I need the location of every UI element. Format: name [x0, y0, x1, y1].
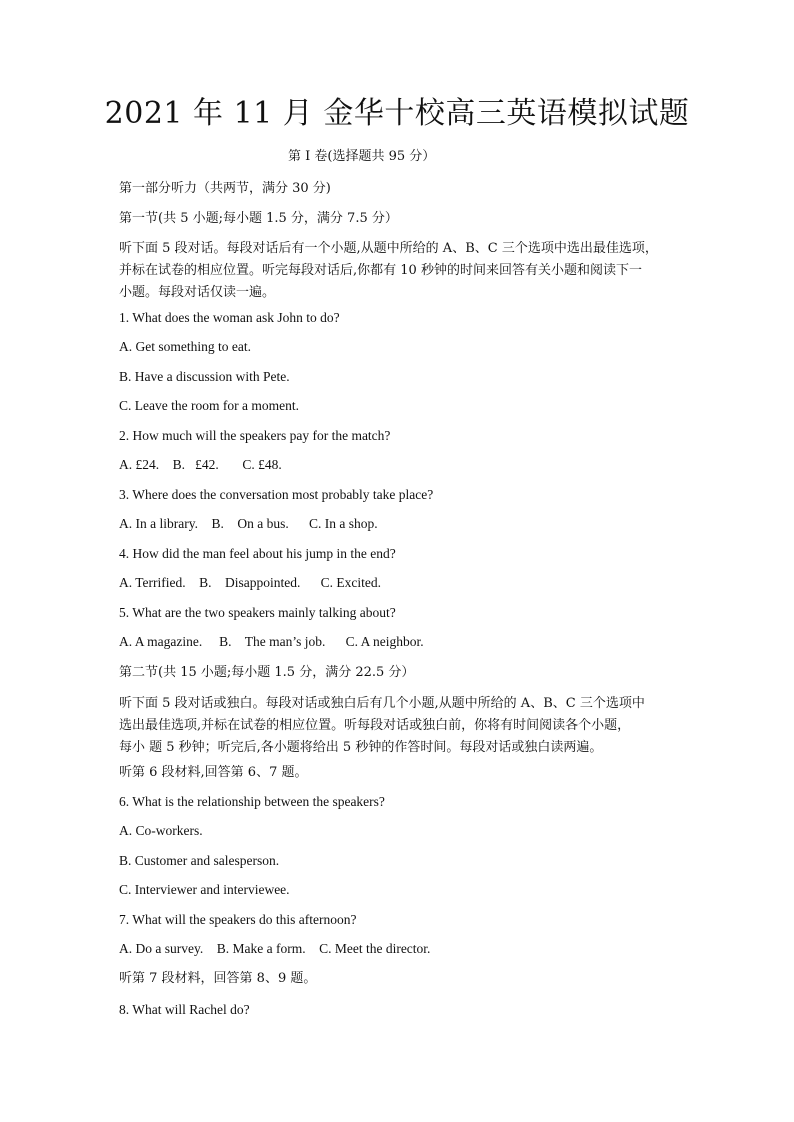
- page-title: 2021 年 11 月 金华十校高三英语模拟试题: [104, 96, 690, 131]
- section2-instructions: [119, 693, 679, 759]
- q1-option-a: A. Get something to eat.: [119, 339, 251, 354]
- part1-heading: 第一部分听力（共两节，满分 30 分): [119, 181, 331, 196]
- question-2: 2. How much will the speakers pay for the match?: [119, 428, 391, 443]
- q5-options: A. A magazine. B. The man’s job. C. A neighbor.: [119, 634, 424, 649]
- q6-option-b: B. Customer and salesperson.: [119, 853, 280, 868]
- question-4: 4. How did the man feel about his jump in the end?: [119, 546, 396, 561]
- instruction-line: 小题。每段对话仅读一遍。: [119, 285, 276, 300]
- material-7-heading: 听第 7 段材料，回答第 8、9 题。: [119, 971, 317, 986]
- q2-options: A. £24. B. £42. C. £48.: [119, 457, 282, 472]
- instruction-line: 每小 题 5 秒钟；听完后,各小题将给出 5 秒钟的作答时间。每段对话或独白读两遍。: [119, 740, 603, 755]
- section1-heading: 第一节(共 5 小题;每小题 1.5 分，满分 7.5 分）: [119, 211, 398, 226]
- question-8: 8. What will Rachel do?: [119, 1002, 250, 1017]
- question-3: 3. Where does the conversation most probably take place?: [119, 487, 434, 502]
- q6-option-c: C. Interviewer and interviewee.: [119, 882, 290, 897]
- question-5: 5. What are the two speakers mainly talking about?: [119, 605, 396, 620]
- q4-options: A. Terrified. B. Disappointed. C. Excited.: [119, 575, 382, 590]
- question-1: 1. What does the woman ask John to do?: [119, 310, 340, 325]
- q6-option-a: A. Co-workers.: [119, 823, 203, 838]
- question-7: 7. What will the speakers do this afternoon?: [119, 912, 357, 927]
- section2-heading: 第二节(共 15 小题;每小题 1.5 分，满分 22.5 分）: [119, 665, 415, 680]
- paper-subtitle: 第 I 卷(选择题共 95 分）: [288, 149, 436, 164]
- q1-option-b: B. Have a discussion with Pete.: [119, 369, 290, 384]
- instruction-line: 听下面 5 段对话或独白。每段对话或独白后有几个小题,从题中所给的 A、B、C 三个选项中: [119, 696, 645, 711]
- instruction-line: 并标在试卷的相应位置。听完每段对话后,你都有 10 秒钟的时间来回答有关小题和阅读下一: [119, 263, 642, 278]
- instruction-line: 听下面 5 段对话。每段对话后有一个小题,从题中所给的 A、B、C 三个选项中选出最佳选项，: [119, 241, 658, 256]
- instruction-line: 选出最佳选项,并标在试卷的相应位置。听每段对话或独白前，你将有时间阅读各个小题，: [119, 718, 631, 733]
- material-6-heading: 听第 6 段材料,回答第 6、7 题。: [119, 765, 308, 780]
- q1-option-c: C. Leave the room for a moment.: [119, 398, 299, 413]
- q3-options: A. In a library. B. On a bus. C. In a shop.: [119, 516, 378, 531]
- section1-instructions: [119, 238, 679, 304]
- question-6: 6. What is the relationship between the speakers?: [119, 794, 385, 809]
- q7-options: A. Do a survey. B. Make a form. C. Meet the director.: [119, 941, 431, 956]
